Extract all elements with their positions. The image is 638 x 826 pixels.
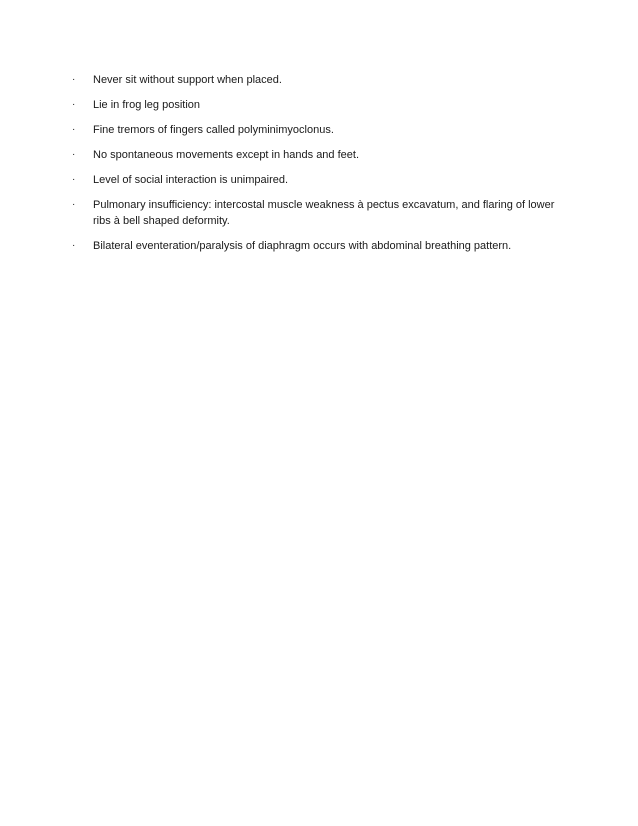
list-item	[72, 197, 572, 229]
list-item-text: Fine tremors of fingers called polyminimyoclonus.	[93, 124, 334, 136]
list-item-text: Pulmonary insufficiency: intercostal muscle weakness à pectus excavatum, and flaring of lower ribs à bell shaped deformity.	[93, 199, 555, 227]
list-item-text: Never sit without support when placed.	[93, 74, 282, 86]
bullet-marker: ·	[72, 240, 76, 251]
list-item	[72, 172, 572, 188]
list-item-text: No spontaneous movements except in hands and feet.	[93, 149, 360, 161]
bullet-marker: ·	[72, 199, 76, 210]
bullet-marker: ·	[72, 99, 76, 110]
bullet-marker: ·	[72, 174, 76, 185]
bullet-marker: ·	[72, 124, 76, 135]
bullet-list	[72, 72, 572, 263]
bullet-marker: ·	[72, 149, 76, 160]
list-item-text: Level of social interaction is unimpaired.	[93, 174, 289, 186]
bullet-marker: ·	[72, 74, 76, 85]
list-item-text: Bilateral eventeration/paralysis of diaphragm occurs with abdominal breathing pattern.	[93, 240, 512, 252]
list-item	[72, 238, 572, 254]
list-item	[72, 122, 572, 138]
list-item	[72, 97, 572, 113]
list-item-text: Lie in frog leg position	[93, 99, 201, 111]
list-item	[72, 72, 572, 88]
list-item	[72, 147, 572, 163]
